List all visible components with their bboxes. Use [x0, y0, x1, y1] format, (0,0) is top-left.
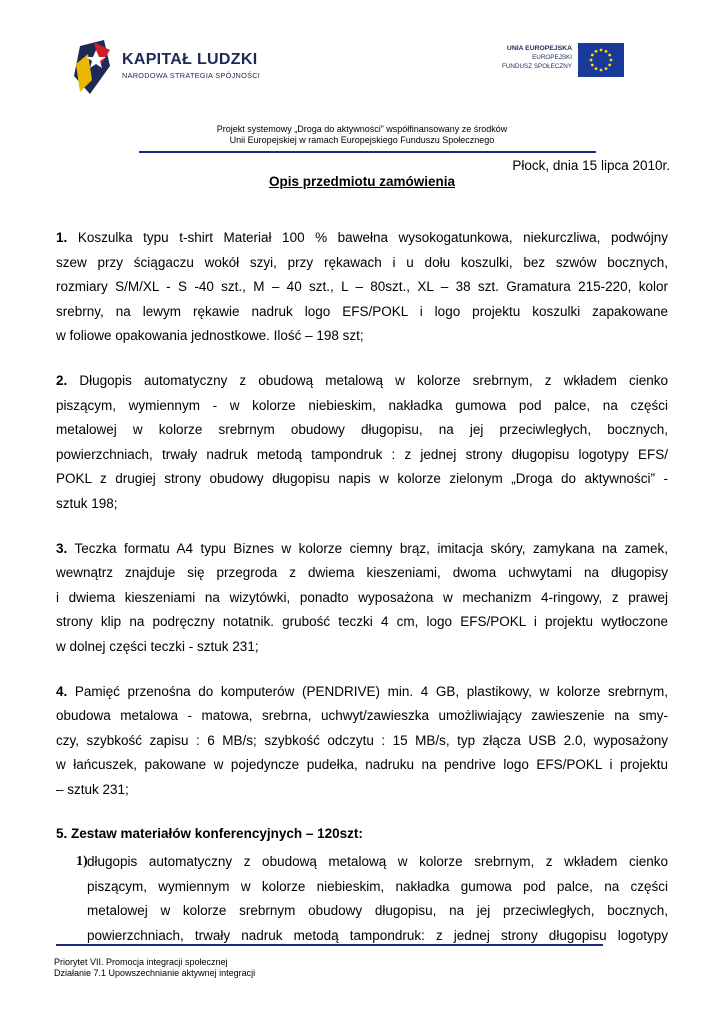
item-number: 4. — [56, 683, 68, 699]
eu-logo-text — [484, 44, 572, 71]
logo-title: KAPITAŁ LUDZKI — [122, 51, 258, 68]
item-line: obudowa metalowa - matowa, srebrna, uchwyt/zawieszka umożliwiający zawieszenie na smy- — [56, 708, 668, 724]
item-1 — [56, 226, 668, 349]
project-line-2: Unii Europejskiej w ramach Europejskiego Funduszu Społecznego — [229, 135, 495, 145]
item-line: wewnątrz znajduje się przegroda z dwiema kieszeniami, dwoma uchwytami na długopisy — [56, 565, 668, 581]
document-title: Opis przedmiotu zamówienia — [268, 174, 456, 189]
eu-star-icon — [600, 69, 603, 72]
item-line: piszącym, wymiennym - w kolorze niebieskim, nakładka gumowa pod palce, na części — [56, 397, 668, 413]
eu-flag-icon — [578, 43, 624, 77]
eu-star-icon — [595, 50, 598, 53]
eu-line3: FUNDUSZ SPOŁECZNY — [502, 63, 572, 70]
item-5-heading: 5. Zestaw materiałów konferencyjnych – 120szt: — [56, 826, 363, 842]
eu-line1: UNIA EUROPEJSKA — [506, 45, 572, 52]
document-date: Płock, dnia 15 lipca 2010r. — [512, 158, 670, 173]
page-footer — [54, 957, 255, 979]
item-line: – sztuk 231; — [56, 781, 129, 797]
subitem-line: piszącym, wymiennym w kolorze niebieskim, nakładka gumowa pod palce, na części — [87, 878, 668, 894]
item-line: srebrny, na lewym rękawie nadruk logo EFS/POKL i logo projektu koszulki zapakowane — [56, 303, 668, 319]
eu-star-icon — [608, 54, 611, 57]
item-line: w dolnej części teczki - sztuk 231; — [56, 638, 259, 654]
eu-line2: EUROPEJSKI — [532, 54, 572, 61]
item-line: POKL z drugiej strony obudowy długopisu napis w kolorze zielonym „Droga do aktywności” - — [56, 471, 668, 487]
item-line: czy, szybkość zapisu : 6 MB/s; szybkość odczytu : 15 MB/s, typ złącza USB 2.0, wyposażony — [56, 732, 668, 748]
item-line: sztuk 198; — [56, 495, 118, 511]
header-divider — [139, 151, 596, 153]
subitem-line: metalowej w kolorze srebrnym obudowy długopisu, na jej przeciwległych, bocznych, — [87, 903, 668, 919]
eu-star-icon — [610, 59, 613, 62]
kapital-ludzki-star-icon — [70, 36, 116, 98]
item-line: w foliowe opakowania jednostkowe. Ilość – 198 szt; — [56, 328, 364, 344]
logo-subtitle: NARODOWA STRATEGIA SPÓJNOŚCI — [122, 71, 261, 80]
item-line: metalowej w kolorze srebrnym obudowy długopisu, na jej przeciwległych, bocznych, — [56, 422, 668, 438]
item-line: Długopis automatyczny z obudową metalową w kolorze srebrnym, z wkładem cienko — [79, 372, 668, 388]
eu-star-icon — [590, 59, 593, 62]
item-line: i dwiema kieszeniami na wizytówki, ponadto wyposażona w mechanizm 4-ringowy, z prawej — [56, 589, 668, 605]
item-line: powierzchniach, trwały nadruk metodą tampondruk : z jednej strony długopisu logotypy EFS/ — [56, 446, 668, 462]
eu-star-icon — [605, 67, 608, 70]
item-line: w łańcuszek, pakowane w pojedyncze pudełka, nadruku na pendrive logo EFS/POKL i projektu — [56, 757, 668, 773]
footer-line-1: Priorytet VII. Promocja integracji społecznej — [54, 957, 228, 967]
eu-star-icon — [605, 50, 608, 53]
item-5-subitem — [56, 850, 668, 948]
eu-logo — [484, 38, 628, 90]
subitem-line: długopis automatyczny z obudową metalową w kolorze srebrnym, z wkładem cienko — [87, 854, 668, 870]
item-number: 2. — [56, 372, 68, 388]
footer-line-2: Działanie 7.1 Upowszechnianie aktywnej integracji — [54, 968, 256, 978]
item-number: 3. — [56, 540, 68, 556]
footer-divider — [56, 944, 603, 946]
document-body — [56, 226, 668, 948]
item-line: rozmiary S/M/XL - S -40 szt., M – 40 szt., L – 80szt., XL – 38 szt. Gramatura 215-220, kolor — [56, 279, 668, 295]
item-5 — [56, 822, 668, 948]
item-2 — [56, 369, 668, 517]
eu-star-icon — [591, 54, 594, 57]
item-line: Pamięć przenośna do komputerów (PENDRIVE) min. 4 GB, plastikowy, w kolorze srebrnym, — [74, 683, 668, 699]
item-line: Koszulka typu t-shirt Materiał 100 % bawełna wysokogatunkowa, niekurczliwa, podwójny — [77, 230, 668, 245]
project-line-1: Projekt systemowy „Droga do aktywności” współfinansowany ze środków — [216, 124, 508, 134]
eu-star-icon — [591, 64, 594, 67]
item-line: strony klip na podręczny notatnik. grubość teczki 4 cm, logo EFS/POKL i projektu wytłoczone — [56, 614, 668, 630]
eu-star-icon — [595, 67, 598, 70]
eu-star-icon — [608, 64, 611, 67]
item-3 — [56, 537, 668, 660]
item-number: 1. — [56, 230, 68, 245]
project-note — [0, 124, 724, 146]
item-line: Teczka formatu A4 typu Biznes w kolorze ciemny brąz, imitacja skóry, zamykana na zamek, — [74, 540, 668, 556]
kapital-ludzki-logo — [70, 36, 270, 98]
eu-star-icon — [600, 49, 603, 52]
item-4 — [56, 680, 668, 803]
subitem-line: powierzchniach, trwały nadruk metodą tampondruk: z jednej strony długopisu logotypy — [87, 927, 668, 943]
subitem-number: 1) — [76, 854, 88, 870]
item-line: szew przy ściągaczu wokół szyi, przy rękawach i u dołu koszulki, bez szwów bocznych, — [56, 254, 668, 270]
